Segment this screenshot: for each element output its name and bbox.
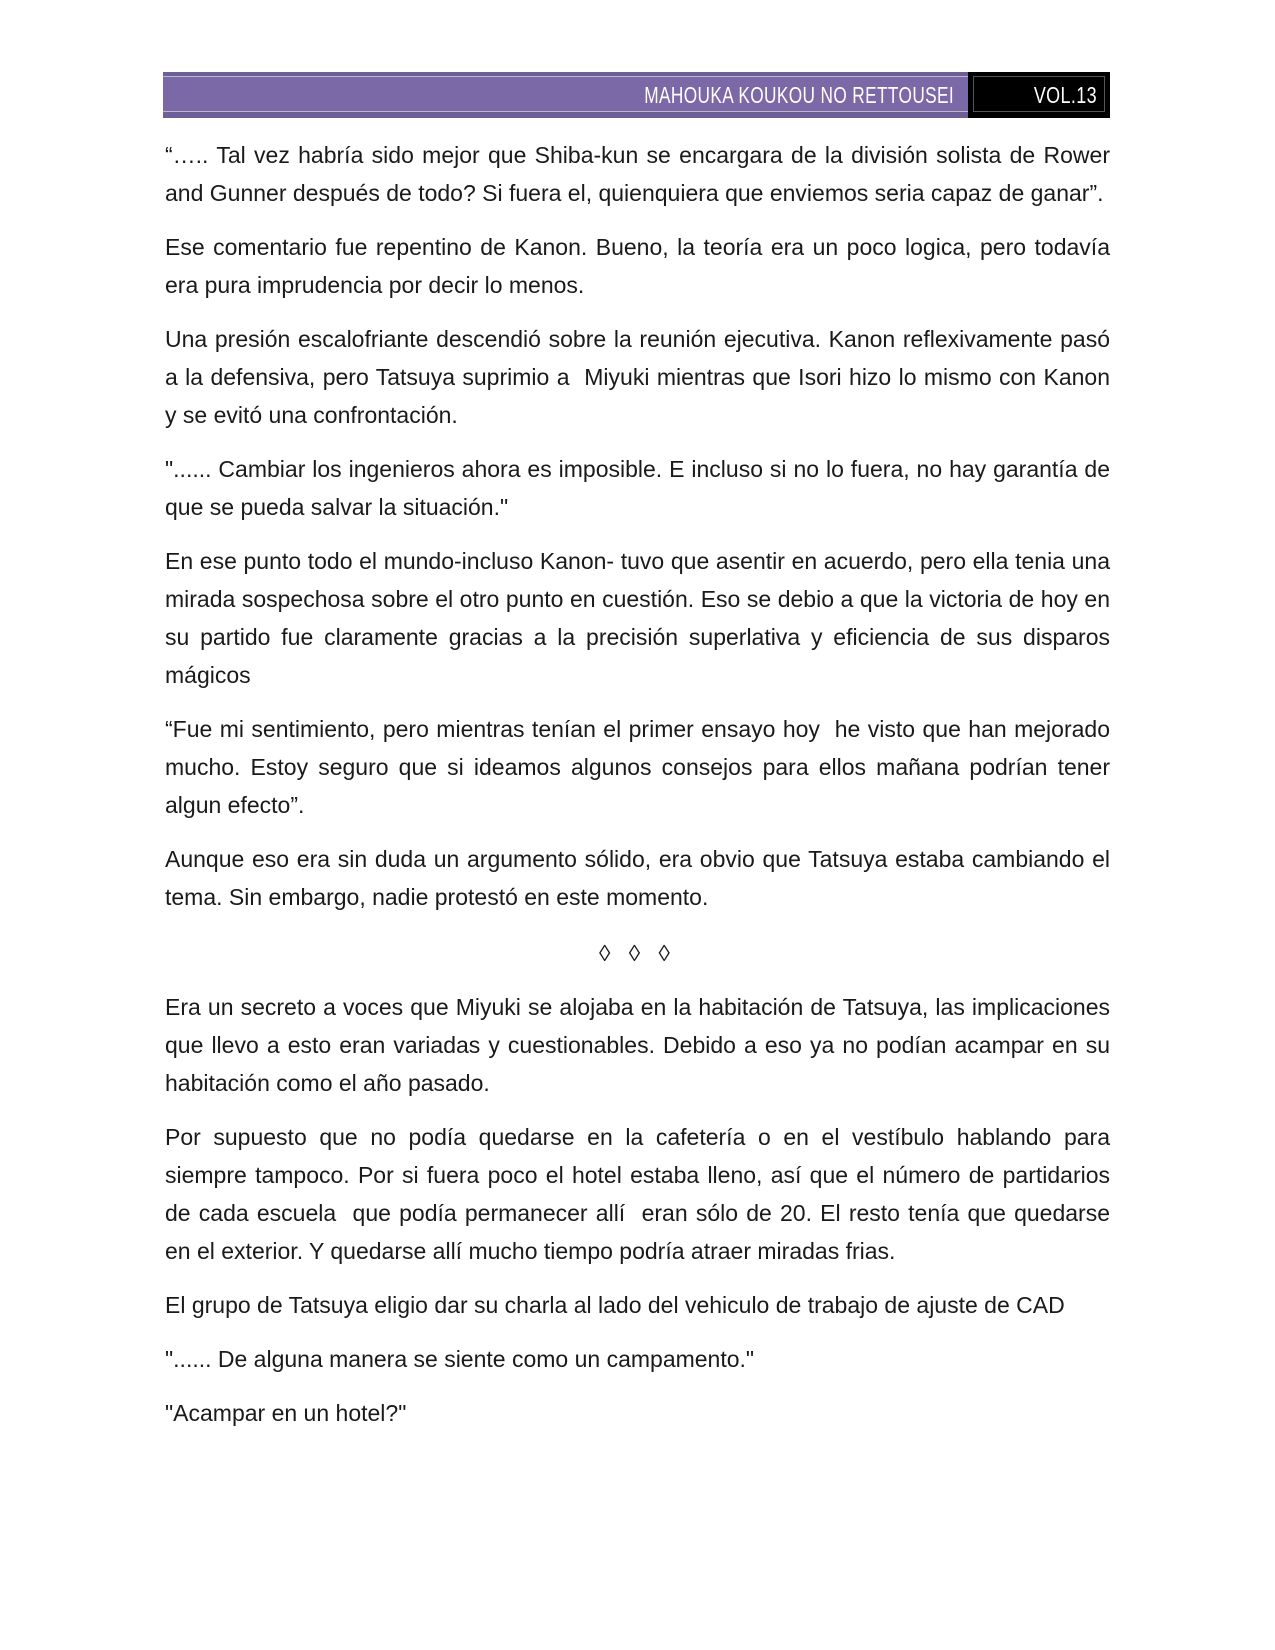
paragraph: Por supuesto que no podía quedarse en la cafetería o en el vestíbulo hablando para siempre tampoco. Por si fuera poco el hotel estaba lleno, así que el número de partidarios de cada escuela que podía permanecer allí eran sólo de 20. El resto tenía que quedarse en el exterior. Y quedarse allí mucho tiempo podría atraer miradas frias. — [165, 1124, 1117, 1264]
volume-label: VOL.13 — [1033, 81, 1097, 108]
volume-box — [968, 72, 1110, 118]
paragraph: “Fue mi sentimiento, pero mientras tenían el primer ensayo hoy he visto que han mejorado mucho. Estoy seguro que si ideamos algunos consejos para ellos mañana podrían tener algun efecto”. — [165, 716, 1117, 818]
paragraph: Ese comentario fue repentino de Kanon. Bueno, la teoría era un poco logica, pero todavía era pura imprudencia por decir lo menos. — [165, 234, 1117, 298]
paragraph: "...... Cambiar los ingenieros ahora es imposible. E incluso si no lo fuera, no hay garantía de que se pueda salvar la situación." — [165, 456, 1117, 520]
paragraph: El grupo de Tatsuya eligio dar su charla al lado del vehiculo de trabajo de ajuste de CAD — [165, 1292, 1065, 1318]
scene-separator: ◊ ◊ ◊ — [599, 940, 676, 966]
paragraph: Una presión escalofriante descendió sobre la reunión ejecutiva. Kanon reflexivamente pasó a la defensiva, pero Tatsuya suprimio a Miyuki mientras que Isori hizo lo mismo con Kanon y se evitó una confrontación. — [165, 326, 1117, 428]
header-title-bar — [163, 72, 968, 118]
book-title: MAHOUKA KOUKOU NO RETTOUSEI — [644, 81, 954, 108]
paragraph: Era un secreto a voces que Miyuki se alojaba en la habitación de Tatsuya, las implicaciones que llevo a esto eran variadas y cuestionables. Debido a eso ya no podían acampar en su habitación como el año pasado. — [165, 994, 1117, 1096]
paragraph: "Acampar en un hotel?" — [165, 1400, 407, 1426]
paragraph: Aunque eso era sin duda un argumento sólido, era obvio que Tatsuya estaba cambiando el tema. Sin embargo, nadie protestó en este momento. — [165, 846, 1117, 910]
paragraph: En ese punto todo el mundo-incluso Kanon- tuvo que asentir en acuerdo, pero ella tenia una mirada sospechosa sobre el otro punto en cuestión. Eso se debio a que la victoria de hoy en su partido fue claramente gracias a la precisión superlativa y eficiencia de sus disparos mágicos — [165, 548, 1117, 688]
page-body — [165, 136, 1117, 1448]
paragraph: “….. Tal vez habría sido mejor que Shiba-kun se encargara de la división solista de Rower and Gunner después de todo? Si fuera el, quienquiera que enviemos seria capaz de ganar”. — [165, 142, 1117, 206]
paragraph: "...... De alguna manera se siente como un campamento." — [165, 1346, 755, 1372]
page-header — [163, 72, 1110, 118]
